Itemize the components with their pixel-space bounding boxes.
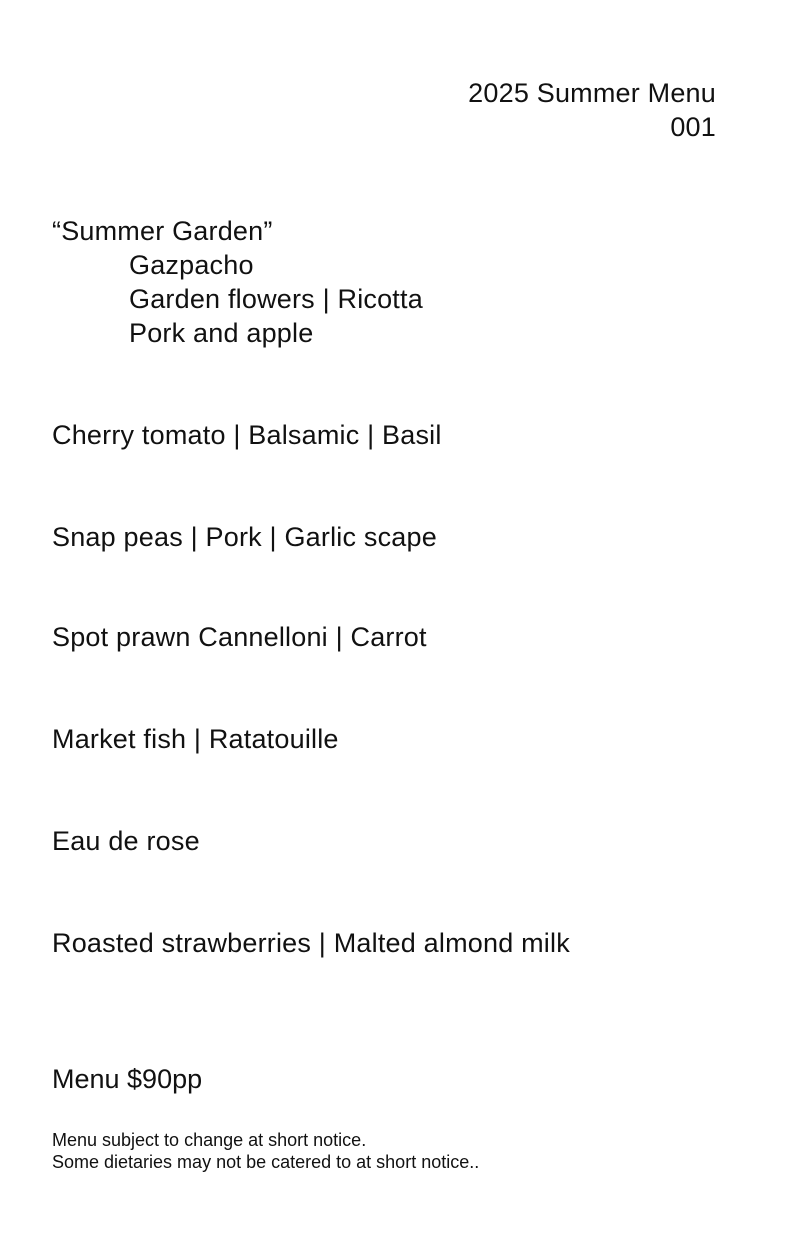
- note-line: Menu subject to change at short notice.: [52, 1130, 367, 1150]
- menu-price: Menu $90pp: [52, 1064, 203, 1094]
- course-item: Snap peas | Pork | Garlic scape: [52, 522, 437, 552]
- course-summer-garden: [52, 214, 423, 350]
- menu-notes: [52, 1129, 479, 1173]
- course-item: Eau de rose: [52, 826, 200, 856]
- menu-number: 001: [670, 112, 716, 142]
- course-item: Cherry tomato | Balsamic | Basil: [52, 420, 442, 450]
- note-line: Some dietaries may not be catered to at short notice..: [52, 1152, 480, 1172]
- course-subitem: Gazpacho: [129, 250, 254, 280]
- course-subitem: Garden flowers | Ricotta: [129, 284, 423, 314]
- menu-header: [468, 76, 716, 144]
- course-item: Market fish | Ratatouille: [52, 724, 339, 754]
- course-item: Spot prawn Cannelloni | Carrot: [52, 622, 427, 652]
- course-title: “Summer Garden”: [52, 216, 273, 246]
- course-subitem: Pork and apple: [129, 318, 314, 348]
- course-item: Roasted strawberries | Malted almond milk: [52, 928, 570, 958]
- menu-title: 2025 Summer Menu: [468, 78, 716, 108]
